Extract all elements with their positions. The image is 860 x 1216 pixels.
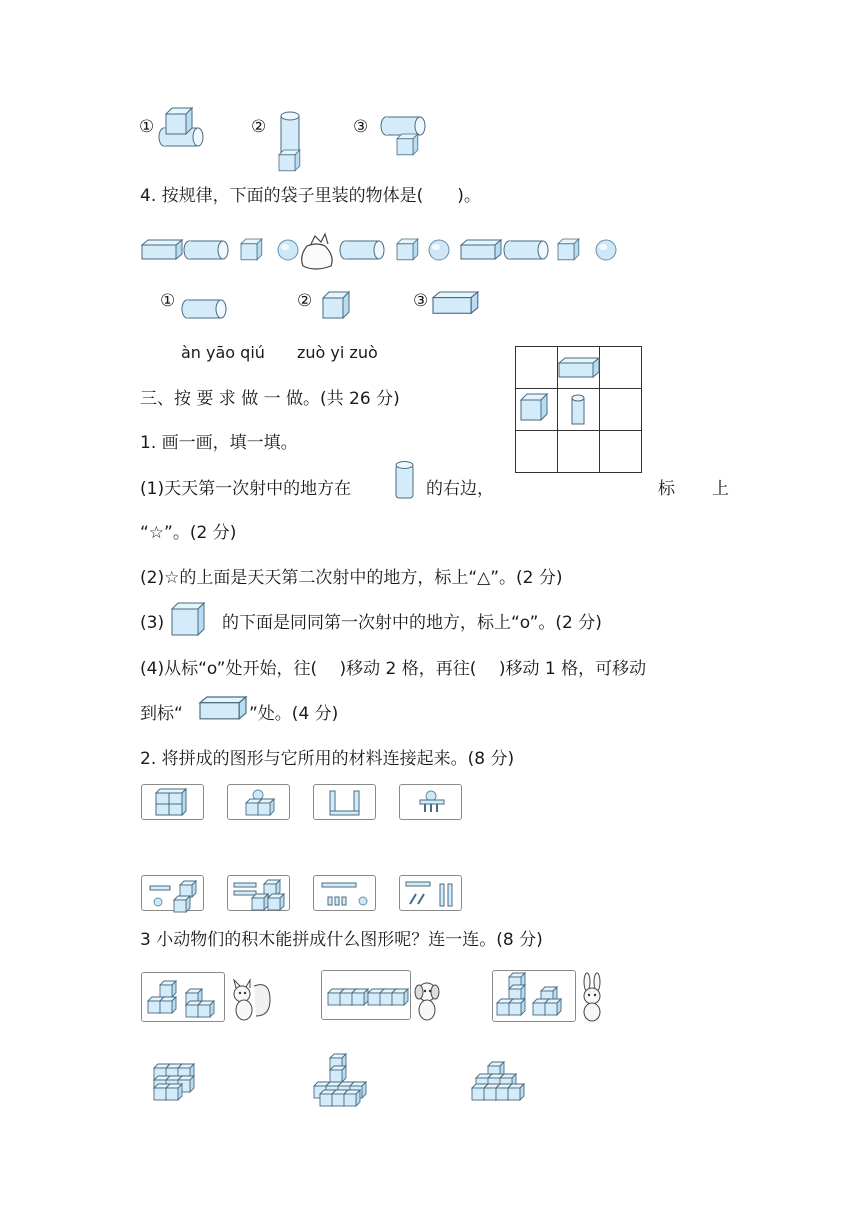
q1-part4-text-c: ”处。(4 分) (249, 704, 339, 724)
pinyin-2: zuò yi zuò (297, 343, 378, 362)
assembled-shape-3[interactable] (470, 1060, 526, 1102)
material-3[interactable] (313, 875, 376, 911)
q4-option-3-label: ③ (413, 291, 429, 311)
q1-part4-text: (4)从标“o”处开始，往( )移动 2 格，再往( )移动 1 格，可移动 (140, 659, 647, 679)
q1-part4-text-b: 到标“ (140, 704, 183, 724)
material-4[interactable] (399, 875, 462, 911)
blocks-rabbit[interactable] (492, 970, 576, 1022)
figure-1[interactable] (141, 784, 204, 820)
q1-part1-text-e: “☆”。(2 分) (140, 523, 237, 543)
rabbit-icon (576, 974, 610, 1022)
cylinder-icon (504, 241, 548, 259)
option-1-label: ① (139, 117, 155, 137)
section-3-title: 三、按 要 求 做 一 做。(共 26 分) (140, 389, 400, 409)
sphere-icon (596, 240, 616, 260)
assembled-shape-1[interactable] (152, 1062, 198, 1102)
option-3-cylinder-on-cube-icon (383, 114, 438, 156)
cylinder-icon (340, 241, 384, 259)
target-grid (515, 346, 641, 472)
cuboid-icon (142, 240, 182, 259)
q1-part3-text: 的下面是同同第一次射中的地方，标上“o”。(2 分) (222, 613, 602, 633)
cube-icon (397, 239, 418, 260)
cuboid-icon (461, 240, 501, 259)
cube-icon (241, 239, 262, 260)
sphere-icon (278, 240, 298, 260)
squirrel-icon (226, 978, 272, 1024)
figure-3[interactable] (313, 784, 376, 820)
grid-cube-icon (521, 394, 547, 420)
cube-icon (558, 239, 579, 260)
material-2[interactable] (227, 875, 290, 911)
figure-2[interactable] (227, 784, 290, 820)
q1-part1-text-d: 上 (712, 479, 729, 499)
puppy-icon (412, 980, 446, 1024)
grid-cuboid-icon (559, 358, 599, 377)
pinyin-1: àn yāo qiú (181, 343, 265, 362)
q4-option-2-label: ② (297, 291, 313, 311)
q4-option-1-label: ① (160, 291, 176, 311)
q1-part1-text: (1)天天第一次射中的地方在 (140, 479, 352, 499)
cylinder-icon (394, 460, 416, 502)
sphere-icon (429, 240, 449, 260)
q4-option-2-cube-icon (323, 292, 355, 324)
q4-option-3-cuboid-icon (433, 292, 481, 320)
option-2-cylinder-on-cube-icon (276, 110, 306, 170)
blocks-squirrel[interactable] (141, 972, 225, 1022)
option-1-cube-on-cylinder-icon (160, 108, 210, 148)
q1-part1-text-b: 的右边， (426, 479, 494, 499)
q1-part1-text-c: 标 (658, 479, 675, 499)
bag-icon (302, 234, 332, 269)
grid-cylinder-icon (572, 395, 584, 424)
q4-option-1-cylinder-icon (184, 297, 234, 325)
cuboid-icon (200, 697, 250, 725)
assembled-shape-2[interactable] (312, 1054, 374, 1106)
material-1[interactable] (141, 875, 204, 911)
question-4-title: 4. 按规律，下面的袋子里装的物体是( )。 (140, 186, 481, 206)
s3-question-3-title: 3 小动物们的积木能拼成什么图形呢？连一连。(8 分) (140, 930, 543, 950)
option-2-label: ② (251, 117, 267, 137)
figure-4[interactable] (399, 784, 462, 820)
q1-part2-text: (2)☆的上面是天天第二次射中的地方，标上“△”。(2 分) (140, 568, 563, 588)
cube-icon (170, 601, 206, 637)
cylinder-icon (184, 241, 228, 259)
q1-part3-label: (3) (140, 613, 165, 633)
s3-question-1-title: 1. 画一画，填一填。 (140, 433, 298, 453)
option-3-label: ③ (353, 117, 369, 137)
s3-question-2-title: 2. 将拼成的图形与它所用的材料连接起来。(8 分) (140, 749, 515, 769)
pattern-sequence (141, 232, 621, 270)
blocks-puppy[interactable] (321, 970, 411, 1020)
